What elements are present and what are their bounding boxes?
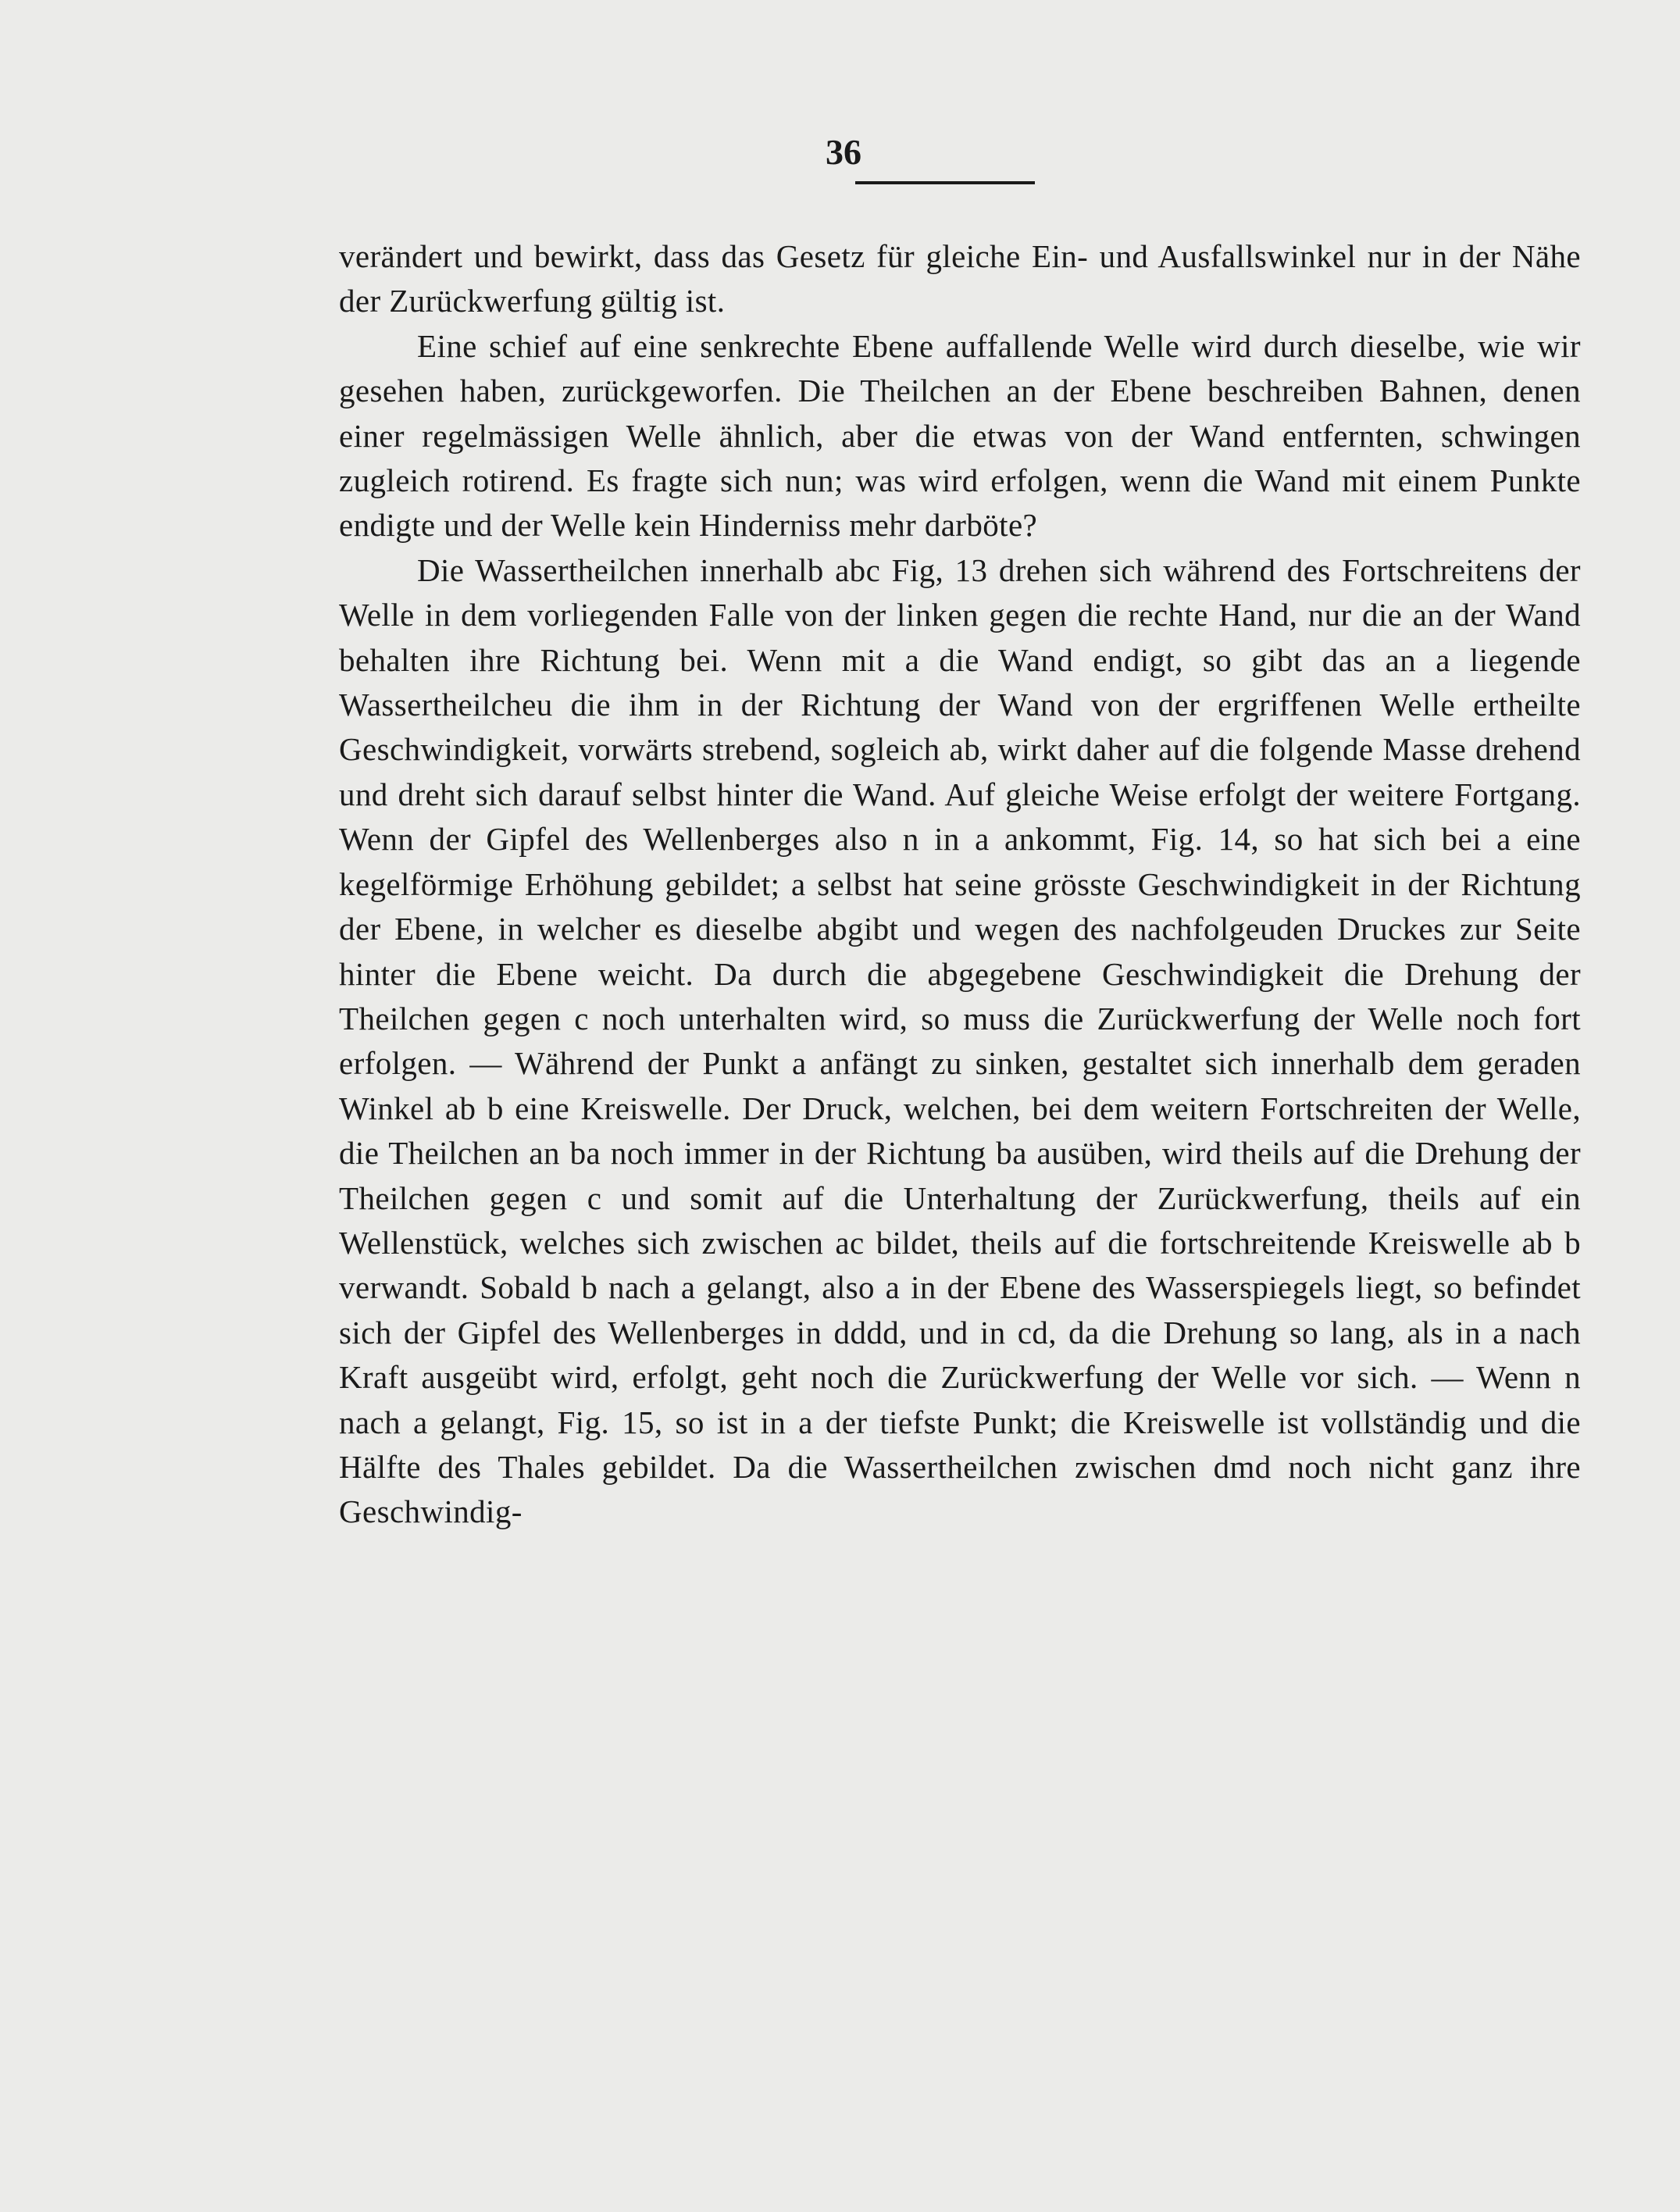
page-number: 36 [826,132,861,172]
header-rule [855,181,1035,184]
paragraph-3: Die Wassertheilchen innerhalb abc Fig, 13 drehen sich während des Fortschreitens der Welle in dem vorliegenden Falle von der linken gegen die rechte Hand, nur die an der Wand behalten ihre Richtung bei. Wenn mit a die Wand endigt, so gibt das an a liegende Wassertheilcheu die ihm in der Richtung der Wand von der ergriffenen Welle ertheilte Geschwindigkeit, vorwärts strebend, sogleich ab, wirkt daher auf die folgende Masse drehend und dreht sich darauf selbst hinter die Wand. Auf gleiche Weise erfolgt der weitere Fortgang. Wenn der Gipfel des Wellenberges also n in a ankommt, Fig. 14, so hat sich bei a eine kegelförmige Erhöhung gebildet; a selbst hat seine grösste Geschwindigkeit in der Richtung der Ebene, in welcher es dieselbe abgibt und wegen des nachfolgeuden Druckes zur Seite hinter die Ebene weicht. Da durch die abgegebene Geschwindigkeit die Drehung der Theilchen gegen c noch unterhalten wird, so muss die Zurückwerfung der Welle noch fort erfolgen. — Während der Punkt a anfängt zu sinken, gestaltet sich innerhalb dem geraden Winkel ab b eine Kreiswelle. Der Druck, welchen, bei dem weitern Fortschreiten der Welle, die Theilchen an ba noch immer in der Richtung ba ausüben, wird theils auf die Drehung der Theilchen gegen c und somit auf die Unterhaltung der Zurückwerfung, theils auf ein Wellenstück, welches sich zwischen ac bildet, theils auf die fortschreitende Kreiswelle ab b verwandt. Sobald b nach a gelangt, also a in der Ebene des Wasserspiegels liegt, so befindet sich der Gipfel des Wellenberges in dddd, und in cd, da die Drehung so lang, als in a nach Kraft ausgeübt wird, erfolgt, geht noch die Zurückwerfung der Welle vor sich. — Wenn n nach a gelangt, Fig. 15, so ist in a der tiefste Punkt; die Kreiswelle ist vollständig und die Hälfte des Thales gebildet. Da die Wassertheilchen zwischen dmd noch nicht ganz ihre Geschwindig- [339,551,1581,1530]
paragraph-2: Eine schief auf eine senkrechte Ebene auffallende Welle wird durch dieselbe, wie wir gesehen haben, zurückgeworfen. Die Theilchen an der Ebene beschreiben Bahnen, denen einer regelmässigen Welle ähnlich, aber die etwas von der Wand entfernten, schwingen zugleich rotirend. Es fragte sich nun; was wird erfolgen, wenn die Wand mit einem Punkte endigte und der Welle kein Hinderniss mehr darböte? [339,327,1581,544]
paragraph-1: verändert und bewirkt, dass das Gesetz für gleiche Ein- und Ausfallswinkel nur in der Nähe der Zurückwerfung gültig ist. [339,238,1581,319]
body-text [339,234,1581,1535]
